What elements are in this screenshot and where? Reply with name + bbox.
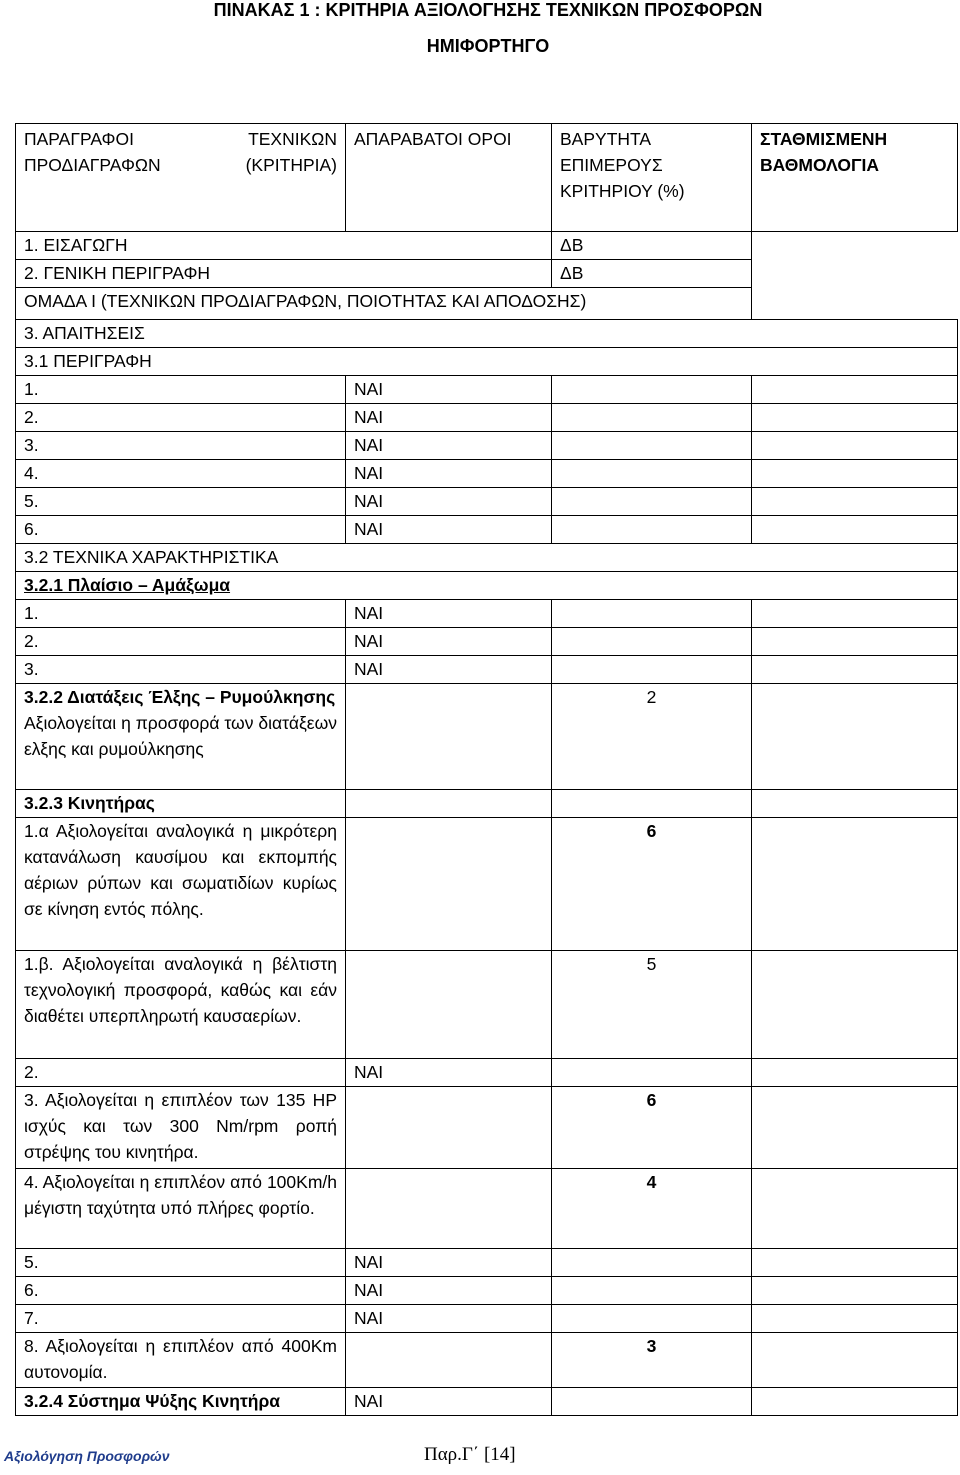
- page-number: Παρ.Γ΄ [14]: [424, 1444, 516, 1465]
- header-weighted-score: ΣΤΑΘΜΙΣΜΕΝΗ ΒΑΘΜΟΛΟΓΙΑ: [752, 124, 958, 232]
- group-row: ΟΜΑΔΑ Ι (ΤΕΧΝΙΚΩΝ ΠΡΟΔΙΑΓΡΑΦΩΝ, ΠΟΙΟΤΗΤΑΣ ΚΑΙ ΑΠΟΔΟΣΗΣ): [16, 288, 958, 320]
- section-row: 3. ΑΠΑΙΤΗΣΕΙΣ: [16, 320, 958, 348]
- table-header-row: [16, 124, 958, 232]
- table-row: 3. Αξιολογείται η επιπλέον των 135 HP ισχύς και των 300 Nm/rpm ροπή στρέψης του κινητήρα. 6: [16, 1087, 958, 1169]
- table-row: 1.α Αξιολογείται αναλογικά η μικρότερη κατανάλωση καυσίμου και εκπομπής αέριων ρύπων και σωματιδίων κυρίως σε κίνηση εντός πόλης. 6: [16, 818, 958, 951]
- table-row: 2. ΝΑΙ: [16, 404, 958, 432]
- table-row: 2. ΓΕΝΙΚΗ ΠΕΡΙΓΡΑΦΗ ΔΒ: [16, 260, 958, 288]
- footer-section-label: Αξιολόγηση Προσφορών: [4, 1448, 170, 1464]
- table-row: 1.β. Αξιολογείται αναλογικά η βέλτιστη τεχνολογική προσφορά, καθώς και εάν διαθέτει υπερπληρωτή καυσαερίων. 5: [16, 951, 958, 1059]
- table-row: 3. ΝΑΙ: [16, 656, 958, 684]
- table-row: 4. ΝΑΙ: [16, 460, 958, 488]
- criteria-table: [15, 123, 958, 1416]
- table-row: 5. ΝΑΙ: [16, 1249, 958, 1277]
- table-row: 5. ΝΑΙ: [16, 488, 958, 516]
- page-subtitle: ΗΜΙΦΟΡΤΗΓΟ: [426, 36, 550, 56]
- table-row: 2. ΝΑΙ: [16, 1059, 958, 1087]
- page-title: ΠΙΝΑΚΑΣ 1 : ΚΡΙΤΗΡΙΑ ΑΞΙΟΛΟΓΗΣΗΣ ΤΕΧΝΙΚΩΝ ΠΡΟΣΦΟΡΩΝ: [213, 0, 763, 20]
- table-row: 3. ΝΑΙ: [16, 432, 958, 460]
- subsection-row: 3.2.4 Σύστημα Ψύξης Κινητήρα ΝΑΙ: [16, 1388, 958, 1416]
- header-mandatory-terms: ΑΠΑΡΑΒΑΤΟΙ ΟΡΟΙ: [346, 124, 552, 232]
- table-row: 4. Αξιολογείται η επιπλέον από 100Km/h μέγιστη ταχύτητα υπό πλήρες φορτίο. 4: [16, 1169, 958, 1249]
- table-row: 1. ΝΑΙ: [16, 600, 958, 628]
- subsection-row: 3.2.1 Πλαίσιο – Αμάξωμα: [16, 572, 958, 600]
- header-weight: ΒΑΡΥΤΗΤΑ ΕΠΙΜΕΡΟΥΣ ΚΡΙΤΗΡΙΟΥ (%): [552, 124, 752, 232]
- section-row: 3.2 ΤΕΧΝΙΚΑ ΧΑΡΑΚΤΗΡΙΣΤΙΚΑ: [16, 544, 958, 572]
- table-row: 2. ΝΑΙ: [16, 628, 958, 656]
- table-row: 3.2.2 Διατάξεις Έλξης – Ρυμούλκησης Αξιολογείται η προσφορά των διατάξεων ελξης και ρυμούλκησης 2: [16, 684, 958, 790]
- table-row: 8. Αξιολογείται η επιπλέον από 400Km αυτονομία. 3: [16, 1333, 958, 1388]
- header-paragraphs: ΠΑΡΑΓΡΑΦΟΙ ΤΕΧΝΙΚΩΝ ΠΡΟΔΙΑΓΡΑΦΩΝ (ΚΡΙΤΗΡΙΑ): [16, 124, 346, 232]
- subsection-row: 3.2.3 Κινητήρας: [16, 790, 958, 818]
- table-row: 1. ΝΑΙ: [16, 376, 958, 404]
- section-row: 3.1 ΠΕΡΙΓΡΑΦΗ: [16, 348, 958, 376]
- table-row: 6. ΝΑΙ: [16, 516, 958, 544]
- table-row: 7. ΝΑΙ: [16, 1305, 958, 1333]
- table-row: 1. ΕΙΣΑΓΩΓΗ ΔΒ: [16, 232, 958, 260]
- table-row: 6. ΝΑΙ: [16, 1277, 958, 1305]
